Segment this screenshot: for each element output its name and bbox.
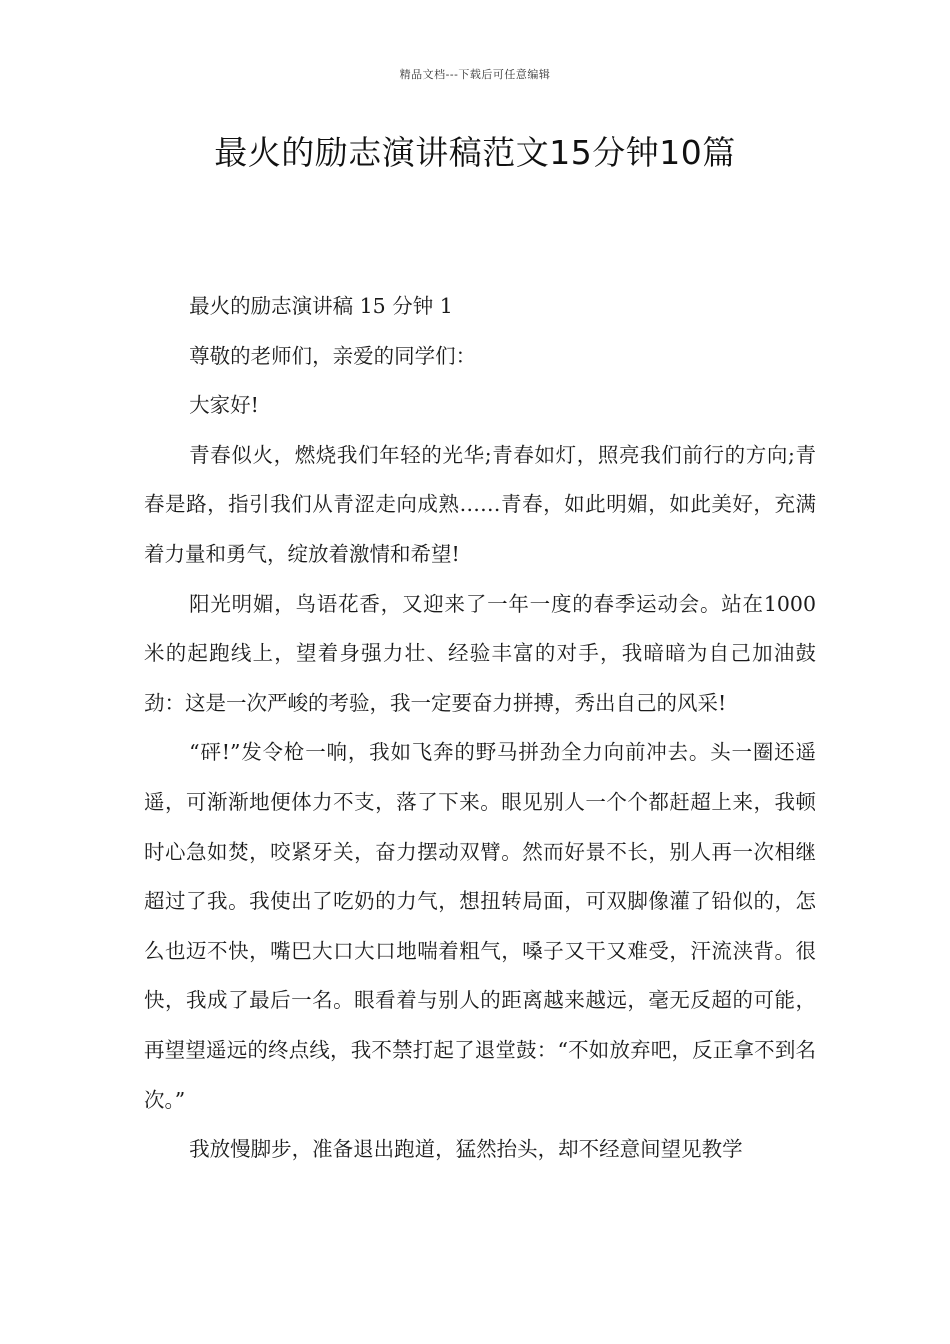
salutation: 尊敬的老师们，亲爱的同学们： <box>189 343 477 368</box>
greeting: 大家好! <box>189 393 259 418</box>
paragraph: 我放慢脚步，准备退出跑道，猛然抬头，却不经意间望见教学 <box>189 1137 743 1162</box>
paragraph: 阳光明媚，鸟语花香，又迎来了一年一度的春季运动会。站在1000 米的起跑线上，望着身强力壮、经验丰富的对手，我暗暗为自己加油鼓劲：这是一次严峻的考验，我一定要奋力拼搏，秀出自己的风采! <box>144 591 816 715</box>
document-body <box>144 282 816 1175</box>
document-title: 最火的励志演讲稿范文15分钟10篇 <box>214 133 736 172</box>
section-heading: 最火的励志演讲稿 15 分钟 1 <box>189 294 453 318</box>
header-note: 精品文档---下载后可任意编辑 <box>399 68 551 81</box>
paragraph: “砰!”发令枪一响，我如飞奔的野马拼劲全力向前冲去。头一圈还遥遥，可渐渐地便体力不支，落了下来。眼见别人一个个都赶超上来，我顿时心急如焚，咬紧牙关，奋力摆动双臂。然而好景不长，别人再一次相继超过了我。我使出了吃奶的力气，想扭转局面，可双脚像灌了铅似的，怎么也迈不快，嘴巴大口大口地喘着粗气，嗓子又干又难受，汗流浃背。很快，我成了最后一名。眼看着与别人的距离越来越远，毫无反超的可能，再望望遥远的终点线，我不禁打起了退堂鼓：“不如放弃吧，反正拿不到名次。” <box>144 740 816 1112</box>
paragraph: 青春似火，燃烧我们年轻的光华;青春如灯，照亮我们前行的方向;青春是路，指引我们从青涩走向成熟……青春，如此明媚，如此美好，充满着力量和勇气，绽放着激情和希望! <box>144 442 816 566</box>
